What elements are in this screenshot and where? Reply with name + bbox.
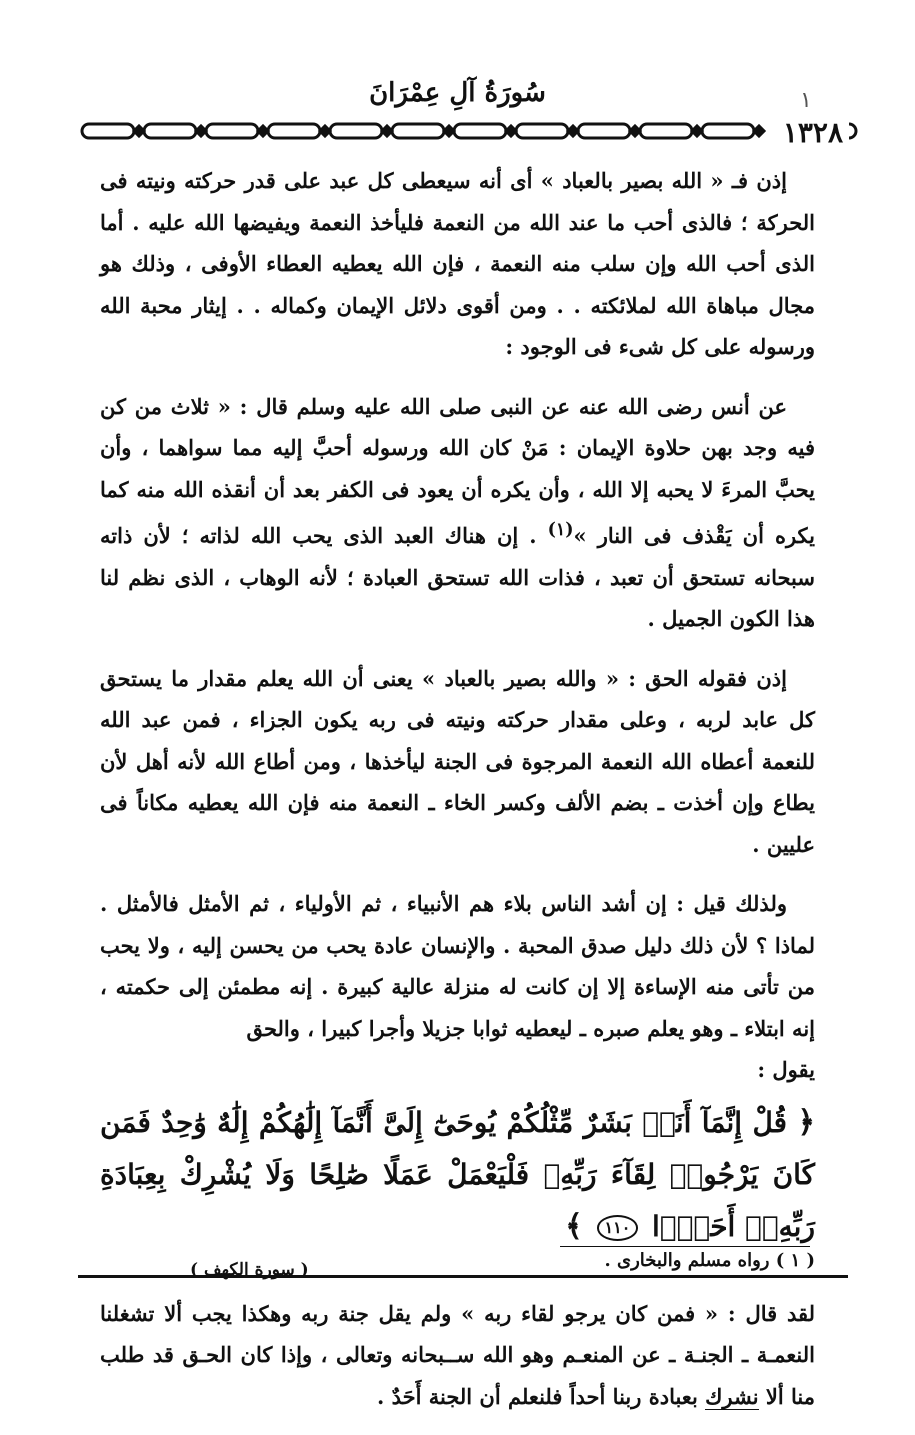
chain-link: [144, 124, 196, 138]
chain-link: [578, 124, 630, 138]
paragraph-4: [100, 883, 815, 1091]
footnote-rule: [560, 1246, 810, 1247]
chain-link: [516, 124, 568, 138]
verse-close-bracket: ﴾: [565, 1208, 583, 1244]
chain-link: [268, 124, 320, 138]
paragraph-2-main: عن أنس رضى الله عنه عن النبى صلى الله عليه وسلم قال : « ثلاث من كن فيه وجد بهن حلاوة الإيمان : مَنْ كان الله ورسوله أحبَّ إليه مما سواهما ، وأن يحبَّ المرءَ لا يحبه إلا الله ، وأن يكره أن يعود فى الكفر بعد أن أنقذه الله منه كما يكره أن يَقْذف فى النار »: [100, 393, 815, 548]
main-text: [100, 160, 815, 1435]
chain-link: [330, 124, 382, 138]
chain-diamond: [754, 126, 764, 136]
chain-link: [82, 124, 134, 138]
quran-verse: [100, 1097, 815, 1253]
ayah-number-mark: ١١٠: [597, 1215, 639, 1241]
paragraph-5-after: بعبادة ربنا أحداً فلنعلم أن الجنة أَحَدٌ .: [376, 1383, 706, 1409]
chain-link: [392, 124, 444, 138]
page-number: ١٣٢٨: [777, 116, 849, 149]
footnote: ( ١ ) رواه مسلم والبخارى .: [604, 1250, 815, 1271]
verse-text: قُلْ إِنَّمَآ أَنَا۠ بَشَرٌ مِّثْلُكُمْ يُوحَىٰٓ إِلَىَّ أَنَّمَآ إِلَٰهُكُمْ إِلَٰهٌ وَٰحِدٌ فَمَن كَانَ يَرْجُوا۟ لِقَآءَ رَبِّهِۦ فَلْيَعْمَلْ عَمَلًا صَٰلِحًا وَلَا يُشْرِكْ بِعِبَادَةِ رَبِّهِۦٓ أَحَدًۢا: [100, 1105, 815, 1243]
paragraph-1: إذن فـ « الله بصير بالعباد » أى أنه سيعطى كل عبد على قدر حركته ونيته فى الحركة ؛ فالذى أحب ما عند الله من النعمة فليأخذ النعمة ويفيضها الله عليه . أما الذى أحب الله وإن سلب منه النعمة ، فإن الله يعطيه العطاء الأوفى ، وذلك هو مجال مباهاة الله لملائكته . . ومن أقوى دلائل الإيمان وكماله . . إيثار محبة الله ورسوله على كل شىء فى الوجود :: [100, 168, 815, 359]
underlined-word: نشرك: [705, 1383, 759, 1409]
paragraph-2: [100, 386, 815, 640]
paragraph-4-body: ولذلك قيل : إن أشد الناس بلاء هم الأنبياء ، ثم الأولياء ، ثم الأمثل فالأمثل . لماذا ؟ لأن ذلك دليل صدق المحبة . والإنسان عادة يحب من يحسن إليه ، ولا يحب من تأتى منه الإساءة إلا إن كانت له منزلة عالية كبيرة . إنه مطمئن إلى حكمته ، إنه ابتلاء ـ وهو يعلم صبره ـ ليعطيه ثوابا جزيلا وأجرا كبيرا ، والحق: [100, 891, 815, 1041]
chain-link: [206, 124, 258, 138]
corner-mark: ١: [800, 88, 812, 113]
paragraph-4-end: يقول :: [757, 1057, 815, 1082]
chain-link: [454, 124, 506, 138]
ornamental-border: [78, 118, 860, 144]
paragraph-2-rest: . إن هناك العبد الذى يحب الله لذاته ؛ لأن ذاته سبحانه تستحق أن تعبد ، فذات الله تستحق العبادة ؛ لأنه الوهاب ، الذى نظم لنا هذا الكون الجميل .: [100, 523, 815, 631]
chain-link: [702, 124, 754, 138]
paragraph-3: إذن فقوله الحق : « والله بصير بالعباد » يعنى أن الله يعلم مقدار ما يستحق كل عابد لربه ، وعلى مقدار حركته ونيته فى ربه يكون الجزاء ، فمن عبد الله للنعمة أعطاه الله النعمة المرجوة فى الجنة ليأخذها ، ومن أطاع الله لأنه أهل لأن يطاع وإن أخذت ـ بضم الألف وكسر الخاء ـ النعمة منه فإن الله يعطيه مكاناً فى عليين .: [100, 665, 815, 857]
paragraph-5: [100, 1293, 815, 1418]
paragraph-5-before: لقد قال : « فمن كان يرجو لقاء ربه » ولم يقل جنة ربه وهكذا يجب ألا تشغلنا النعمـة ـ الجنـة ـ عن المنعـم وهو الله ســبحانه وتعالى ، وإذا كان الحـق قد طلب منا ألا: [100, 1300, 815, 1409]
bottom-rule: [78, 1275, 848, 1278]
surah-title: سُورَةُ آلِ عِمْرَانَ: [369, 78, 546, 108]
footnote-ref: (١): [547, 520, 574, 540]
chain-link: [640, 124, 692, 138]
verse-source: ( سورة الكهف ): [190, 1259, 309, 1280]
verse-open-bracket: ﴿: [797, 1104, 816, 1140]
